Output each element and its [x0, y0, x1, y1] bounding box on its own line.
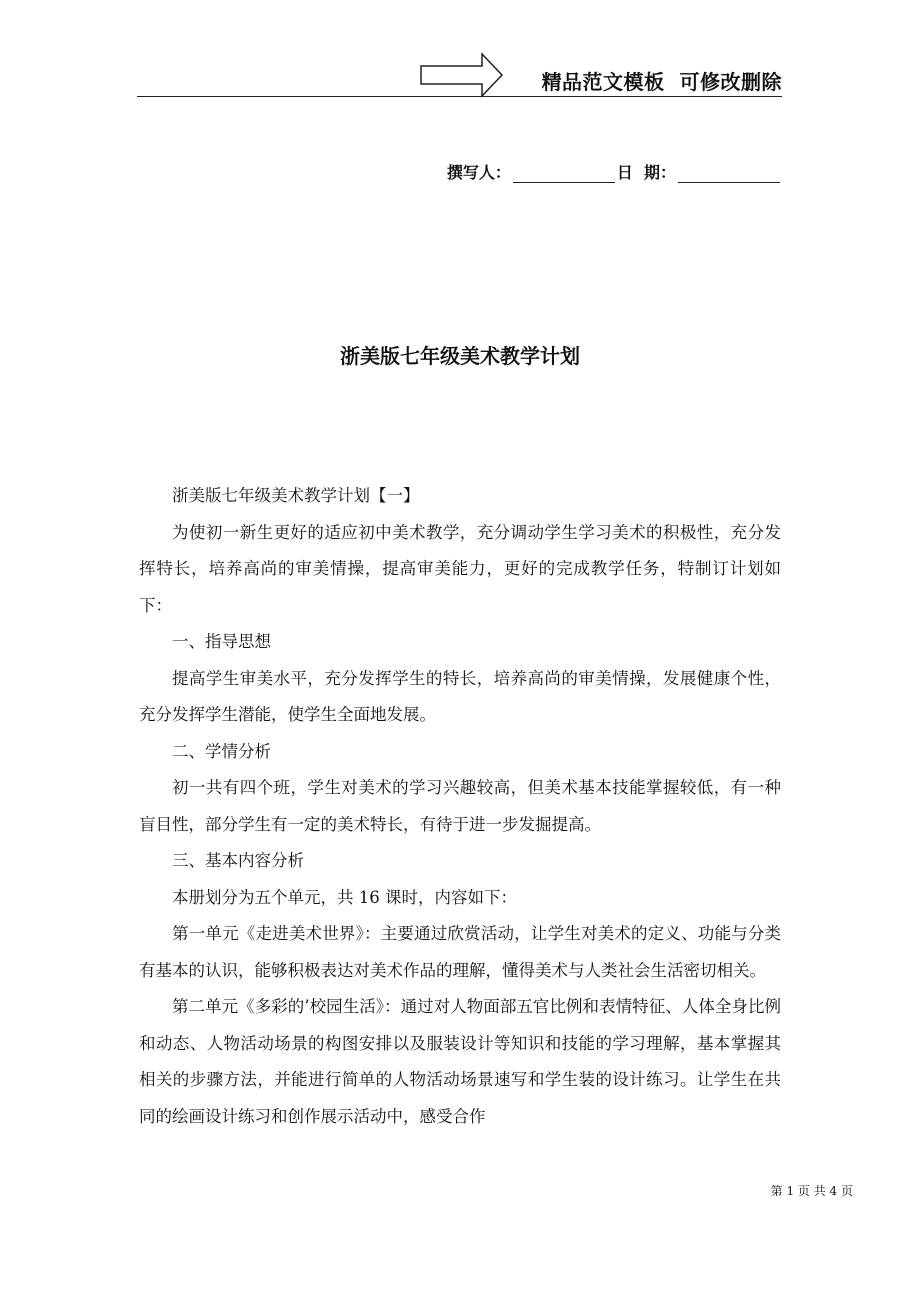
header-divider — [137, 96, 782, 97]
page-number: 第 1 页 共 4 页 — [770, 1184, 853, 1198]
section-heading-student-analysis: 二、学情分析 — [172, 741, 271, 761]
plan-subtitle: 浙美版七年级美术教学计划【一】 — [172, 486, 420, 505]
date-label: 日 期： — [616, 163, 676, 182]
arrow-right-icon — [420, 52, 504, 98]
author-date-line — [447, 160, 782, 183]
unit-two-paragraph: 第二单元《多彩的’校园生活》：通过对人物面部五官比例和表情特征、人体全身比例和动态、人物活动场景的构图安排以及服装设计等知识和技能的学习理解，基本掌握其相关的步骤方法，并能进行简单的人物活动场景速写和学生装的设计练习。让学生在共同的绘画设计练习和创作展示活动中，感受合作 — [139, 997, 781, 1126]
date-blank-field — [678, 164, 780, 183]
document-body — [139, 478, 781, 1135]
guiding-thought-paragraph: 提高学生审美水平，充分发挥学生的特长，培养高尚的审美情操，发展健康个性，充分发挥学生潜能，使学生全面地发展。 — [139, 668, 781, 724]
template-banner-text: 精品范文模板 可修改删除 — [541, 70, 782, 94]
section-heading-guiding-thought: 一、指导思想 — [172, 632, 271, 651]
document-title: 浙美版七年级美术教学计划 — [340, 344, 580, 368]
unit-one-paragraph: 第一单元《走进美术世界》：主要通过欣赏活动，让学生对美术的定义、功能与分类有基本的认识，能够积极表达对美术作品的理解，懂得美术与人类社会生活密切相关。 — [139, 924, 781, 980]
page-header — [0, 0, 920, 100]
intro-paragraph: 为使初一新生更好的适应初中美术教学，充分调动学生学习美术的积极性，充分发挥特长，培养高尚的审美情操，提高审美能力，更好的完成教学任务，特制订计划如下： — [139, 522, 781, 615]
author-label: 撰写人： — [446, 163, 511, 182]
student-analysis-paragraph: 初一共有四个班，学生对美术的学习兴趣较高，但美术基本技能掌握较低，有一种盲目性，部分学生有一定的美术特长，有待于进一步发掘提高。 — [139, 778, 781, 834]
content-overview-paragraph: 本册划分为五个单元，共 16 课时，内容如下： — [172, 887, 517, 907]
author-blank-field — [513, 164, 615, 183]
section-heading-content-analysis: 三、基本内容分析 — [172, 851, 304, 870]
